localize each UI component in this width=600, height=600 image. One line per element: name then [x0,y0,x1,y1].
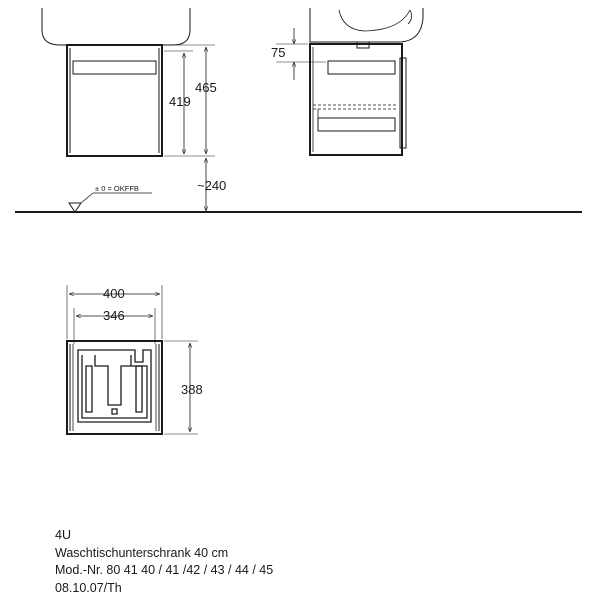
caption-block [55,527,273,597]
dim-419: 419 [169,94,191,109]
dim-465: 465 [195,80,217,95]
top-view [67,285,203,434]
side-washbasin [310,8,423,42]
top-drawer-cutout [78,350,151,422]
top-cabinet [67,341,162,434]
caption-models: Mod.-Nr. 80 41 40 / 41 /42 / 43 / 44 / 45 [55,563,274,578]
caption-name: Waschtischunterschrank 40 cm [55,545,229,560]
side-view [271,8,423,155]
front-view [42,8,226,211]
front-cabinet [67,45,162,156]
dim-388: 388 [181,382,203,397]
caption-date: 08.10.07/Th [55,580,122,595]
dim-75: 75 [271,45,286,60]
floor-reference-label: ± 0 = OKFFB [95,184,139,193]
side-upper-drawer [328,61,395,74]
floor-reference-mark [69,184,152,212]
side-lower-drawer [318,118,395,131]
front-washbasin [42,8,190,45]
dim-240: ~240 [197,178,227,193]
dim-346: 346 [103,308,125,323]
front-drawer-panel [73,61,156,74]
caption-code: 4U [55,528,71,542]
dim-400: 400 [103,286,125,301]
